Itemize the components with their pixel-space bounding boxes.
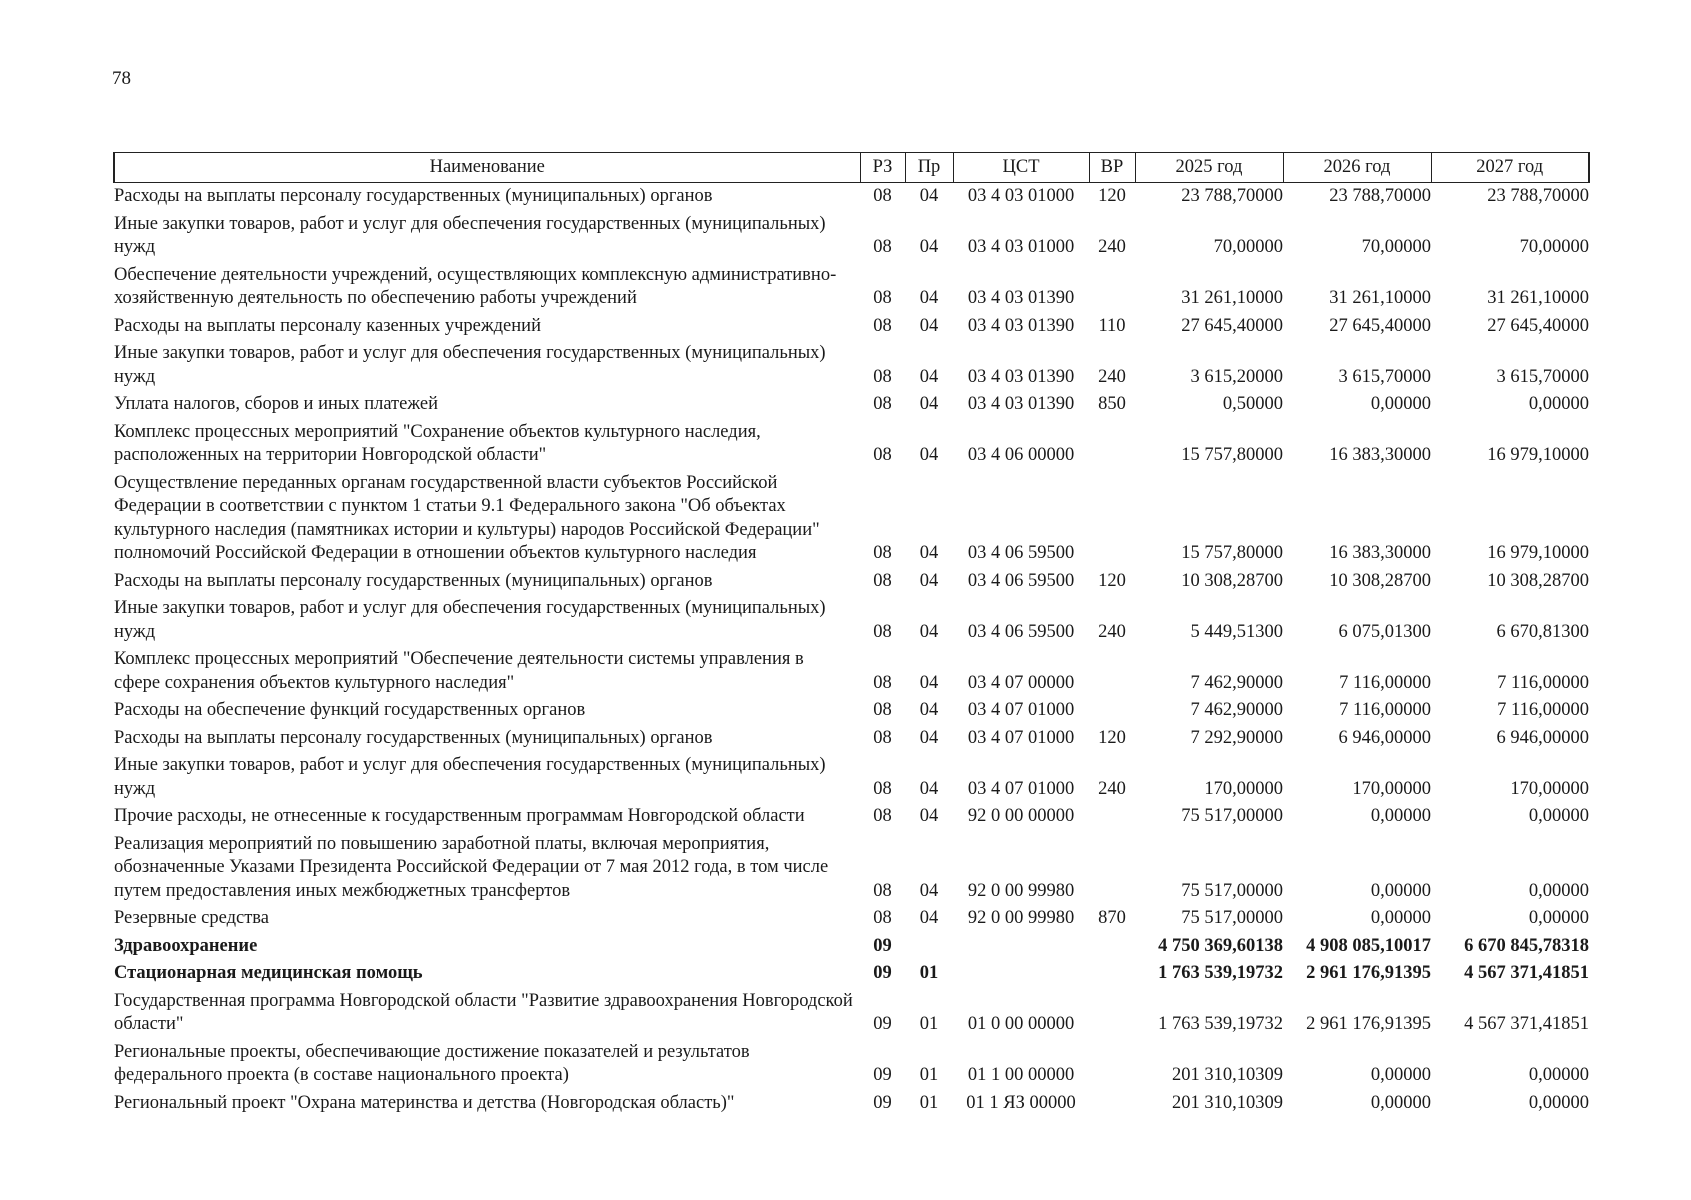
row-rz: 08 [873, 366, 892, 387]
row-2027-amount: 0,00000 [1528, 908, 1589, 928]
row-2026-amount: 2 961 176,91395 [1306, 963, 1431, 983]
row-vr: 870 [1098, 908, 1126, 928]
row-name: Иные закупки товаров, работ и услуг для обеспечения государственных (муниципальных) нужд [114, 343, 826, 387]
row-2026-amount: 4 908 085,10017 [1306, 935, 1431, 956]
row-2025-amount: 1 763 539,19732 [1158, 1014, 1283, 1034]
row-vr: 240 [1098, 366, 1126, 387]
row-2025-amount: 23 788,70000 [1181, 186, 1283, 206]
row-rz: 08 [873, 778, 892, 799]
table-row [114, 419, 1589, 470]
row-vr [1089, 646, 1135, 697]
row-pr: 04 [919, 806, 939, 826]
row-2025-amount: 27 645,40000 [1181, 315, 1283, 336]
row-2026-amount: 70,00000 [1361, 237, 1431, 257]
row-2025-amount: 7 462,90000 [1190, 700, 1283, 720]
row-name: Расходы на выплаты персоналу государственных (муниципальных) органов [114, 186, 713, 206]
row-2026-amount: 0,00000 [1370, 394, 1431, 414]
header-2026: 2026 год [1283, 153, 1431, 183]
row-2027-amount: 10 308,28700 [1487, 570, 1589, 591]
table-row [114, 831, 1589, 906]
row-name: Осуществление переданных органам государственной власти субъектов Российской Федерации в соответствии с пунктом 1 статьи 9.1 Федерального закона "Об объектах культурного наследия (памятниках истории и культуры) народов Российской Федерации" полномочий Российской Федерации в отношении объектов культурного наследия [114, 472, 820, 563]
budget-table [113, 152, 1590, 1117]
row-pr: 01 [919, 1065, 939, 1085]
row-pr: 04 [919, 288, 939, 308]
row-name: Стационарная медицинская помощь [114, 963, 423, 983]
row-cst: 03 4 03 01390 [967, 315, 1075, 336]
row-2025-amount: 7 292,90000 [1190, 727, 1283, 748]
row-2027-amount: 3 615,70000 [1496, 366, 1589, 387]
row-name: Государственная программа Новгородской области "Развитие здравоохранения Новгородской области" [114, 990, 853, 1034]
table-row [114, 313, 1589, 341]
table-body [114, 183, 1589, 1118]
row-2026-amount: 10 308,28700 [1329, 570, 1431, 591]
row-cst: 03 4 06 59500 [967, 621, 1075, 642]
header-rz: РЗ [860, 153, 905, 183]
row-2027-amount: 4 567 371,41851 [1464, 963, 1589, 983]
row-cst: 03 4 07 00000 [967, 672, 1075, 693]
row-2025-amount: 15 757,80000 [1181, 445, 1283, 465]
row-pr: 04 [919, 315, 939, 336]
row-name: Реализация мероприятий по повышению заработной платы, включая мероприятия, обозначенные Указами Президента Российской Федерации от 7 мая 2012 года, в том числе путем предоставления иных межбюджетных трансфертов [114, 833, 829, 901]
row-pr [905, 933, 953, 961]
row-pr: 04 [919, 621, 939, 642]
row-vr [1089, 1039, 1135, 1090]
table-row [114, 595, 1589, 646]
table-row [114, 752, 1589, 803]
row-cst: 92 0 00 99980 [967, 908, 1075, 928]
row-name: Расходы на выплаты персоналу государственных (муниципальных) органов [114, 570, 713, 591]
row-pr: 04 [919, 778, 939, 799]
row-name: Уплата налогов, сборов и иных платежей [114, 394, 439, 414]
row-2026-amount: 7 116,00000 [1339, 672, 1431, 693]
row-cst: 03 4 03 01000 [967, 186, 1075, 206]
row-2025-amount: 5 449,51300 [1190, 621, 1283, 642]
row-rz: 09 [873, 963, 892, 983]
row-rz: 08 [873, 394, 892, 414]
row-2026-amount: 170,00000 [1352, 778, 1431, 799]
row-cst: 03 4 06 59500 [967, 570, 1075, 591]
row-pr: 04 [919, 186, 939, 206]
row-cst: 03 4 06 59500 [967, 543, 1075, 563]
row-2026-amount: 31 261,10000 [1329, 288, 1431, 308]
row-rz: 08 [873, 445, 892, 465]
row-vr: 240 [1098, 237, 1126, 257]
row-2027-amount: 0,00000 [1528, 1065, 1589, 1085]
row-pr: 01 [919, 963, 939, 983]
row-2025-amount: 7 462,90000 [1190, 672, 1283, 693]
header-2027: 2027 год [1431, 153, 1589, 183]
row-rz: 08 [873, 288, 892, 308]
row-name: Расходы на обеспечение функций государственных органов [114, 700, 586, 720]
row-2027-amount: 0,00000 [1528, 394, 1589, 414]
row-cst: 03 4 03 01390 [967, 394, 1075, 414]
row-2025-amount: 75 517,00000 [1181, 880, 1283, 901]
row-2026-amount: 23 788,70000 [1329, 186, 1431, 206]
row-vr [1089, 1090, 1135, 1118]
header-pr: Пр [905, 153, 953, 183]
row-2025-amount: 31 261,10000 [1181, 288, 1283, 308]
row-cst: 01 1 00 00000 [967, 1065, 1075, 1085]
row-2026-amount: 6 946,00000 [1338, 727, 1431, 748]
row-cst: 01 1 ЯЗ 00000 [966, 1092, 1076, 1113]
table-row [114, 391, 1589, 419]
table-row [114, 905, 1589, 933]
row-2027-amount: 23 788,70000 [1487, 186, 1589, 206]
row-cst: 03 4 03 01390 [967, 288, 1075, 308]
row-vr [1089, 697, 1135, 725]
row-rz: 09 [873, 1065, 892, 1085]
table-row [114, 211, 1589, 262]
row-2027-amount: 4 567 371,41851 [1464, 1014, 1589, 1034]
row-2025-amount: 1 763 539,19732 [1158, 963, 1283, 983]
row-rz: 09 [873, 935, 892, 956]
row-name: Здравоохранение [114, 935, 258, 956]
row-vr: 240 [1098, 621, 1126, 642]
row-vr [1089, 933, 1135, 961]
row-2025-amount: 0,50000 [1222, 394, 1283, 414]
row-2027-amount: 31 261,10000 [1487, 288, 1589, 308]
row-2026-amount: 0,00000 [1370, 1065, 1431, 1085]
row-2027-amount: 0,00000 [1528, 880, 1589, 901]
row-pr: 04 [919, 700, 939, 720]
row-2026-amount: 0,00000 [1370, 806, 1431, 826]
row-vr: 120 [1098, 186, 1126, 206]
row-name: Комплекс процессных мероприятий "Обеспечение деятельности системы управления в сфере сохранения объектов культурного наследия" [114, 649, 804, 693]
row-2027-amount: 16 979,10000 [1487, 445, 1589, 465]
row-name: Региональный проект "Охрана материнства и детства (Новгородская область)" [114, 1092, 735, 1113]
table-row [114, 1090, 1589, 1118]
row-2025-amount: 70,00000 [1213, 237, 1283, 257]
table-row [114, 568, 1589, 596]
row-2025-amount: 75 517,00000 [1181, 806, 1283, 826]
row-vr [1089, 960, 1135, 988]
row-vr [1089, 988, 1135, 1039]
row-pr: 04 [919, 570, 939, 591]
row-cst: 03 4 03 01000 [967, 237, 1075, 257]
table-row [114, 646, 1589, 697]
table-row [114, 933, 1589, 961]
row-pr: 04 [919, 880, 939, 901]
row-rz: 08 [873, 908, 892, 928]
row-pr: 01 [919, 1092, 939, 1113]
page-number: 78 [112, 68, 131, 89]
row-cst [953, 933, 1089, 961]
table-header-row [114, 153, 1589, 183]
row-2026-amount: 16 383,30000 [1329, 543, 1431, 563]
row-2026-amount: 0,00000 [1370, 880, 1431, 901]
row-vr: 850 [1098, 394, 1126, 414]
row-name: Расходы на выплаты персоналу казенных учреждений [114, 315, 541, 336]
row-rz: 08 [873, 621, 892, 642]
row-2026-amount: 0,00000 [1370, 1092, 1431, 1113]
row-cst: 03 4 07 01000 [967, 727, 1075, 748]
row-pr: 01 [919, 1014, 939, 1034]
row-rz: 08 [873, 543, 892, 563]
row-pr: 04 [919, 908, 939, 928]
table-row [114, 960, 1589, 988]
row-rz: 09 [873, 1014, 892, 1034]
row-vr: 240 [1098, 778, 1126, 799]
row-rz: 08 [873, 237, 892, 257]
row-name: Региональные проекты, обеспечивающие достижение показателей и результатов федерального проекта (в составе национального проекта) [114, 1041, 750, 1085]
row-cst: 03 4 07 01000 [967, 778, 1075, 799]
row-2025-amount: 10 308,28700 [1181, 570, 1283, 591]
row-vr [1089, 262, 1135, 313]
table-row [114, 183, 1589, 211]
row-2027-amount: 7 116,00000 [1497, 700, 1589, 720]
row-cst: 92 0 00 00000 [967, 806, 1075, 826]
row-cst: 03 4 06 00000 [967, 445, 1075, 465]
row-vr [1089, 470, 1135, 568]
row-name: Резервные средства [114, 908, 269, 928]
row-rz: 08 [873, 186, 892, 206]
row-2027-amount: 170,00000 [1510, 778, 1589, 799]
row-pr: 04 [919, 727, 939, 748]
row-rz: 08 [873, 700, 892, 720]
row-name: Прочие расходы, не отнесенные к государственным программам Новгородской области [114, 806, 805, 826]
header-2025: 2025 год [1135, 153, 1283, 183]
row-vr: 110 [1098, 315, 1126, 336]
row-2027-amount: 27 645,40000 [1487, 315, 1589, 336]
row-name: Иные закупки товаров, работ и услуг для обеспечения государственных (муниципальных) нужд [114, 755, 826, 799]
table-row [114, 697, 1589, 725]
row-name: Иные закупки товаров, работ и услуг для обеспечения государственных (муниципальных) нужд [114, 213, 826, 257]
row-cst: 92 0 00 99980 [967, 880, 1075, 901]
row-name: Расходы на выплаты персоналу государственных (муниципальных) органов [114, 727, 713, 748]
row-2025-amount: 75 517,00000 [1181, 908, 1283, 928]
row-2026-amount: 2 961 176,91395 [1306, 1014, 1431, 1034]
row-2027-amount: 70,00000 [1519, 237, 1589, 257]
row-2026-amount: 6 075,01300 [1338, 621, 1431, 642]
row-2027-amount: 0,00000 [1528, 1092, 1589, 1113]
row-2027-amount: 0,00000 [1528, 806, 1589, 826]
row-vr: 120 [1098, 570, 1126, 591]
table-row [114, 262, 1589, 313]
row-2026-amount: 0,00000 [1370, 908, 1431, 928]
header-vr: ВР [1089, 153, 1135, 183]
row-2027-amount: 6 670,81300 [1496, 621, 1589, 642]
row-cst: 01 0 00 00000 [967, 1014, 1075, 1034]
row-name: Обеспечение деятельности учреждений, осуществляющих комплексную административно-хозяйственную деятельность по обеспечению работы учреждений [114, 264, 837, 308]
row-cst: 03 4 07 01000 [967, 700, 1075, 720]
row-rz: 08 [873, 570, 892, 591]
row-2026-amount: 16 383,30000 [1329, 445, 1431, 465]
table-row [114, 1039, 1589, 1090]
row-2025-amount: 201 310,10309 [1172, 1065, 1283, 1085]
row-2025-amount: 170,00000 [1204, 778, 1283, 799]
table-row [114, 803, 1589, 831]
row-pr: 04 [919, 366, 939, 387]
header-name: Наименование [114, 153, 860, 183]
row-2026-amount: 7 116,00000 [1339, 700, 1431, 720]
row-name: Комплекс процессных мероприятий "Сохранение объектов культурного наследия, расположенных на территории Новгородской области" [114, 421, 761, 465]
row-2025-amount: 15 757,80000 [1181, 543, 1283, 563]
row-2027-amount: 6 946,00000 [1496, 727, 1589, 748]
row-2025-amount: 3 615,20000 [1190, 366, 1283, 387]
header-cst: ЦСТ [953, 153, 1089, 183]
row-2027-amount: 7 116,00000 [1497, 672, 1589, 693]
row-pr: 04 [919, 445, 939, 465]
row-2026-amount: 3 615,70000 [1338, 366, 1431, 387]
row-rz: 08 [873, 880, 892, 901]
row-pr: 04 [919, 394, 939, 414]
table-row [114, 340, 1589, 391]
row-2027-amount: 16 979,10000 [1487, 543, 1589, 563]
row-pr: 04 [919, 237, 939, 257]
row-rz: 08 [873, 315, 892, 336]
row-pr: 04 [919, 672, 939, 693]
row-2025-amount: 201 310,10309 [1172, 1092, 1283, 1113]
row-vr [1089, 803, 1135, 831]
table-row [114, 725, 1589, 753]
row-2025-amount: 4 750 369,60138 [1158, 935, 1283, 956]
row-rz: 08 [873, 727, 892, 748]
row-rz: 08 [873, 672, 892, 693]
row-2027-amount: 6 670 845,78318 [1464, 935, 1589, 956]
row-2026-amount: 27 645,40000 [1329, 315, 1431, 336]
row-vr: 120 [1098, 727, 1126, 748]
table-row [114, 470, 1589, 568]
row-vr [1089, 419, 1135, 470]
row-vr [1089, 831, 1135, 906]
row-rz: 08 [873, 806, 892, 826]
row-name: Иные закупки товаров, работ и услуг для обеспечения государственных (муниципальных) нужд [114, 598, 826, 642]
row-rz: 09 [873, 1092, 892, 1113]
row-cst [953, 960, 1089, 988]
row-cst: 03 4 03 01390 [967, 366, 1075, 387]
table-row [114, 988, 1589, 1039]
row-pr: 04 [919, 543, 939, 563]
